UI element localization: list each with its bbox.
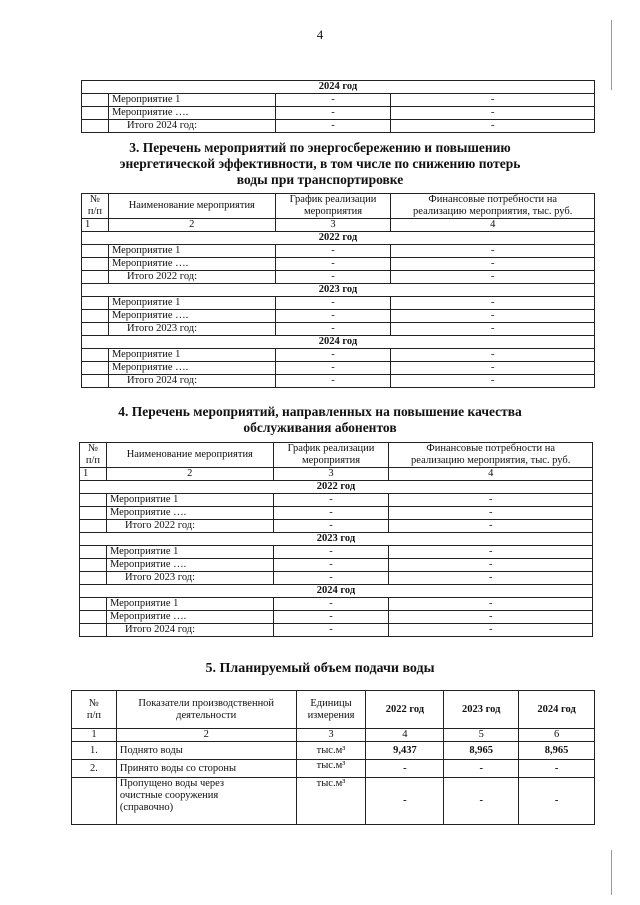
- header-schedule: График реализации мероприятия: [275, 194, 391, 219]
- table-row: Итого 2022 год: - -: [82, 271, 595, 284]
- table-row: Мероприятие 1 - -: [82, 245, 595, 258]
- year-row: 2023 год: [82, 284, 595, 297]
- header-num: № п/п: [80, 443, 107, 468]
- header-unit: Единицы измерения: [296, 691, 366, 729]
- scan-edge-line: [611, 20, 612, 90]
- table-row: Итого 2024 год: - -: [82, 120, 595, 133]
- table-row: Мероприятие …. - -: [80, 611, 593, 624]
- top-continuation-table: [81, 80, 595, 133]
- header-num: № п/п: [82, 194, 109, 219]
- header-finance: Финансовые потребности на реализацию мероприятия, тыс. руб.: [391, 194, 595, 219]
- table-row: Мероприятие 1 - -: [82, 94, 595, 107]
- table-row: Итого 2023 год: - -: [80, 572, 593, 585]
- water-supply-table: № п/п Показатели производственной деятельности Единицы измерения 2022 год 2023 год 2024 год 1 2 3 4 5 6 1. Поднято воды тыс.м³ 9,437 8,965 8,965 2. Принято воды со стороны тыс.м³ - - - Пропущено воды через очистные сооружения (справочно) тыс.м³ - - -: [71, 690, 595, 825]
- table-row: Итого 2022 год: - -: [80, 520, 593, 533]
- table-row: Мероприятие …. - -: [80, 507, 593, 520]
- table-row: Итого 2024 год: - -: [82, 375, 595, 388]
- year-row: 2024 год: [82, 336, 595, 349]
- section-3-heading: 3. Перечень мероприятий по энергосбережению и повышению энергетической эффективности, в том числе по снижению потерь воды при транспортировке: [119, 140, 521, 187]
- year-row: 2024 год: [82, 81, 595, 94]
- table-row: Итого 2024 год: - -: [80, 624, 593, 637]
- table-row: 2. Принято воды со стороны тыс.м³ - - -: [72, 760, 595, 778]
- section-3-table: № п/п Наименование мероприятия График реализации мероприятия Финансовые потребности на реализацию мероприятия, тыс. руб. 1 2 3 4 2022 год Мероприятие 1 - - Мероприятие …. - - Итого 2022 год: - - 2023 год Мероприятие 1 - - Мероприятие …. - - Итого 2023 год: - - 2024 год Мероприятие 1 - - Мероприятие …. - - Итого 2024 год: - -: [81, 193, 595, 388]
- section-4-heading: 4. Перечень мероприятий, направленных на повышение качества обслуживания абонентов: [118, 404, 522, 435]
- header-finance: Финансовые потребности на реализацию мероприятия, тыс. руб.: [389, 443, 593, 468]
- header-2024: 2024 год: [519, 691, 595, 729]
- header-2022: 2022 год: [366, 691, 444, 729]
- scan-edge-line: [611, 850, 612, 895]
- page-number: 4: [316, 27, 324, 42]
- table-row: Мероприятие 1 - -: [80, 598, 593, 611]
- table-row: Мероприятие 1 - -: [82, 297, 595, 310]
- year-row: 2023 год: [80, 533, 593, 546]
- section-5-heading: 5. Планируемый объем подачи воды: [205, 661, 435, 676]
- section-4-table: № п/п Наименование мероприятия График реализации мероприятия Финансовые потребности на реализацию мероприятия, тыс. руб. 1 2 3 4 2022 год Мероприятие 1 - - Мероприятие …. - - Итого 2022 год: - - 2023 год Мероприятие 1 - - Мероприятие …. - - Итого 2023 год: - - 2024 год Мероприятие 1 - - Мероприятие …. - - Итого 2024 год: - -: [79, 442, 593, 637]
- year-row: 2022 год: [82, 232, 595, 245]
- header-num: № п/п: [72, 691, 117, 729]
- header-schedule: График реализации мероприятия: [273, 443, 389, 468]
- header-name: Наименование мероприятия: [108, 194, 275, 219]
- table-row: Пропущено воды через очистные сооружения (справочно) тыс.м³ - - -: [72, 778, 595, 825]
- header-2023: 2023 год: [444, 691, 519, 729]
- header-name: Наименование мероприятия: [106, 443, 273, 468]
- table-row: Мероприятие …. - -: [82, 310, 595, 323]
- year-row: 2022 год: [80, 481, 593, 494]
- table-row: Мероприятие 1 - -: [80, 494, 593, 507]
- table-row: Мероприятие …. - -: [82, 107, 595, 120]
- table-row: 1. Поднято воды тыс.м³ 9,437 8,965 8,965: [72, 742, 595, 760]
- table-row: Мероприятие 1 - -: [82, 349, 595, 362]
- table-row: Мероприятие 1 - -: [80, 546, 593, 559]
- table-row: Мероприятие …. - -: [82, 362, 595, 375]
- table-row: Мероприятие …. - -: [82, 258, 595, 271]
- header-indicator: Показатели производственной деятельности: [116, 691, 296, 729]
- table-row: Итого 2023 год: - -: [82, 323, 595, 336]
- year-row: 2024 год: [80, 585, 593, 598]
- table-row: Мероприятие …. - -: [80, 559, 593, 572]
